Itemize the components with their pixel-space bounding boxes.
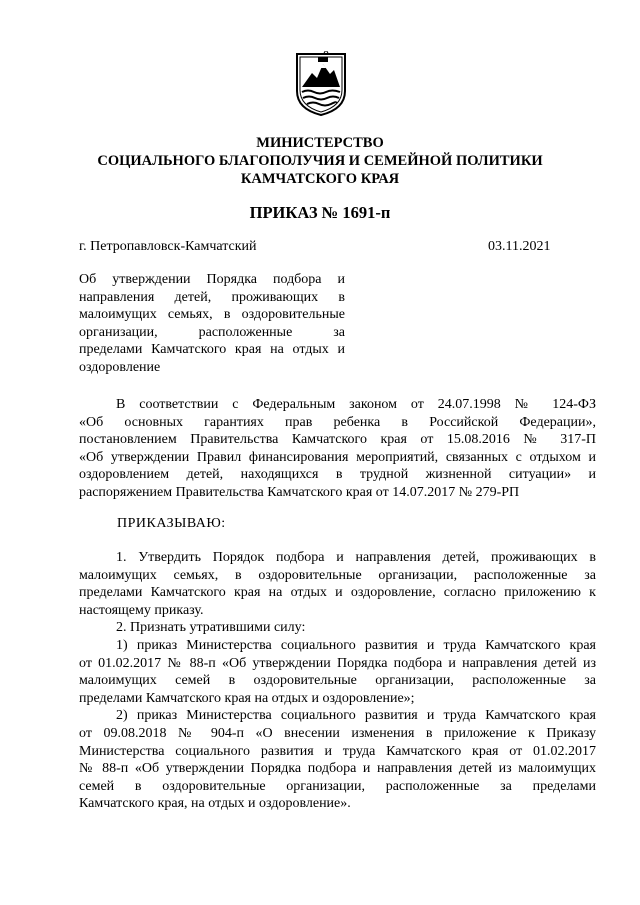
item-line: малоимущих семей в оздоровительные организации, расположенные за [79, 673, 596, 689]
item-line: малоимущих семьях, в оздоровительные организации, расположенные за [79, 567, 596, 583]
coat-of-arms-emblem [294, 51, 348, 117]
item-line: 1) приказ Министерства социального развития и труда Камчатского края [116, 637, 596, 653]
place-of-issue: г. Петропавловск-Камчатский [79, 239, 257, 254]
item-line: Министерства социального развития и труда Камчатского края от 01.02.2017 [79, 743, 596, 759]
preamble-line: «Об основных гарантиях прав ребенка в Российской Федерации», [79, 414, 596, 430]
item-line: настоящему приказу. [79, 602, 204, 618]
preamble-line: В соответствии с Федеральным законом от 24.07.1998 № 124-ФЗ [116, 397, 596, 412]
item-line: № 88-п «Об утверждении Порядка подбора и направления детей из малоимущих [79, 761, 596, 777]
order-subject [79, 271, 345, 377]
item-line: 2) приказ Министерства социального развития и труда Камчатского края [116, 708, 596, 724]
preamble-line: постановлением Правительства Камчатского края от 15.08.2016 № 317-П [79, 432, 596, 448]
order-title: ПРИКАЗ № 1691-п [249, 203, 391, 222]
order-date: 03.11.2021 [488, 239, 551, 254]
item-line: пределами Камчатского края на отдых и оздоровление»; [79, 690, 415, 706]
item-line: пределами Камчатского края на отдых и оздоровление, согласно приложению к [79, 585, 596, 601]
ministry-heading-line-3: КАМЧАТСКОГО КРАЯ [240, 171, 400, 187]
ministry-heading-line-2: СОЦИАЛЬНОГО БЛАГОПОЛУЧИЯ И СЕМЕЙНОЙ ПОЛИТИКИ [97, 153, 543, 169]
subject-line: направления детей, проживающих в [79, 289, 345, 305]
subject-line: пределами Камчатского края на отдых и [79, 342, 345, 358]
order-item-2: 2. Признать утратившими силу: [116, 620, 306, 636]
subject-line: оздоровление [79, 359, 161, 375]
item-line: Камчатского края, на отдых и оздоровление». [79, 796, 351, 812]
preamble-line: распоряжением Правительства Камчатского края от 14.07.2017 № 279-РП [79, 484, 520, 500]
item-line: семей в оздоровительные организации, расположенные за пределами [79, 778, 596, 794]
subject-line: организации, расположенные за [79, 324, 345, 340]
subject-line: малоимущих семьях, в оздоровительные [79, 307, 345, 323]
subject-line: Об утверждении Порядка подбора и [79, 272, 345, 287]
preamble-line: «Об утверждении Правил финансирования мероприятий, связанных с отдыхом и [79, 449, 596, 465]
item-line: от 09.08.2018 № 904-п «О внесении изменения в приложение к Приказу [79, 725, 596, 741]
ministry-heading-line-1: МИНИСТЕРСТВО [256, 135, 384, 151]
preamble-line: оздоровлением детей, находящихся в трудной жизненной ситуации» и [79, 467, 596, 483]
item-line: от 01.02.2017 № 88-п «Об утверждении Порядка подбора и направления детей из [79, 655, 596, 671]
preamble-paragraph [79, 396, 596, 502]
item-line: 1. Утвердить Порядок подбора и направления детей, проживающих в [116, 550, 596, 565]
order-directive-word: ПРИКАЗЫВАЮ: [117, 516, 226, 531]
order-item-1 [79, 549, 596, 813]
